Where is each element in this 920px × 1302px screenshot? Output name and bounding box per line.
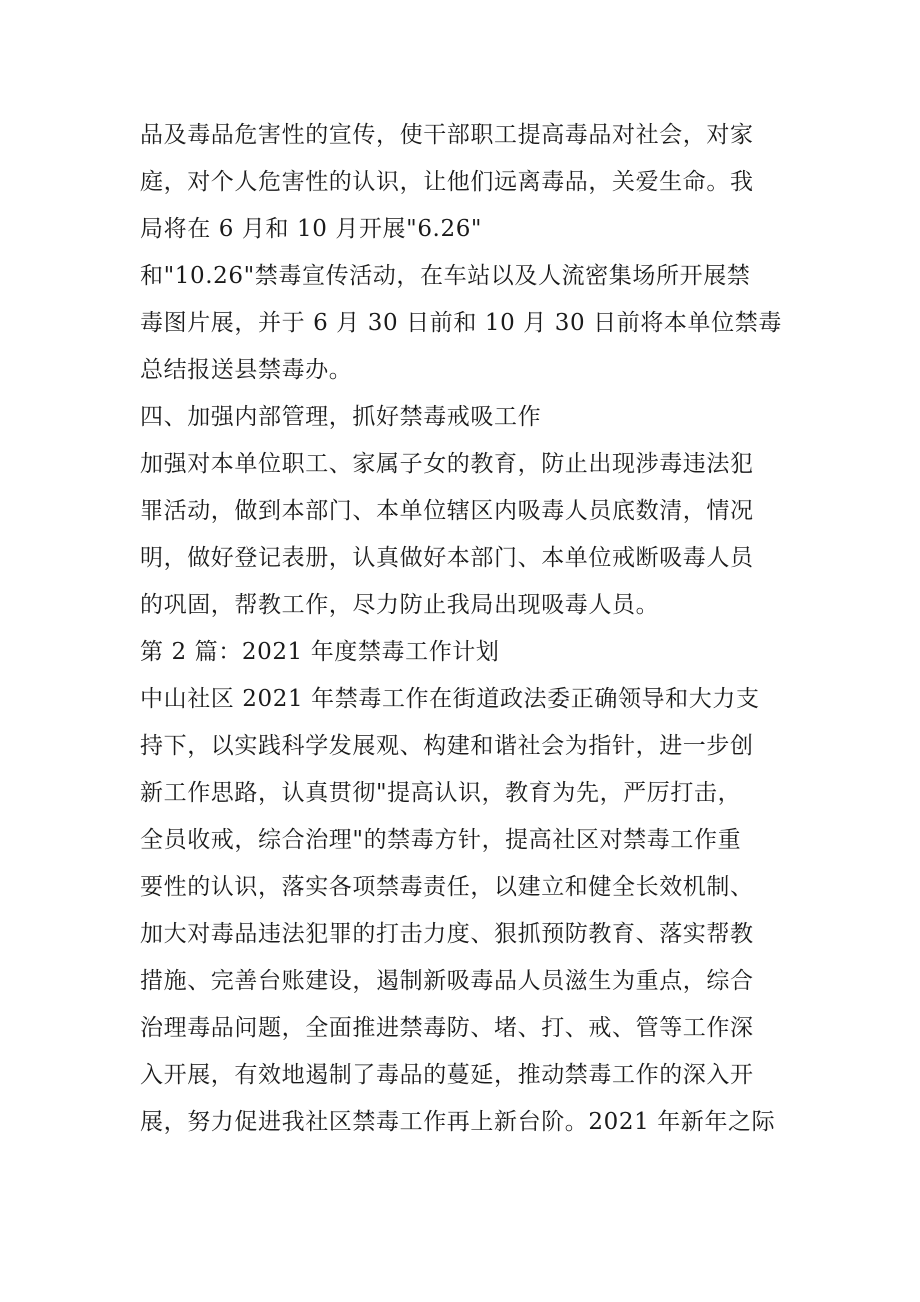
text-line: 入开展，有效地遏制了毒品的蔓延，推动禁毒工作的深入开: [140, 1062, 754, 1088]
text-line: 措施、完善台账建设，遏制新吸毒品人员滋生为重点，综合: [140, 968, 754, 994]
text-line: 局将在 6 月和 10 月开展"6.26": [140, 216, 483, 242]
text-line: 加大对毒品违法犯罪的打击力度、狠抓预防教育、落实帮教: [140, 921, 754, 947]
text-line: 庭，对个人危害性的认识，让他们远离毒品，关爱生命。我: [140, 169, 754, 195]
text-line: 治理毒品问题，全面推进禁毒防、堵、打、戒、管等工作深: [140, 1015, 754, 1041]
text-line: 罪活动，做到本部门、本单位辖区内吸毒人员底数清，情况: [140, 498, 754, 524]
text-line: 持下，以实践科学发展观、构建和谐社会为指针，进一步创: [140, 733, 754, 759]
text-line: 品及毒品危害性的宣传，使干部职工提高毒品对社会，对家: [140, 122, 754, 148]
text-line: 明，做好登记表册，认真做好本部门、本单位戒断吸毒人员: [140, 545, 754, 571]
text-line: 全员收戒，综合治理"的禁毒方针，提高社区对禁毒工作重: [140, 827, 742, 853]
section-heading: 四、加强内部管理，抓好禁毒戒吸工作: [140, 404, 542, 430]
text-line: 要性的认识，落实各项禁毒责任，以建立和健全长效机制、: [140, 874, 754, 900]
text-line: 总结报送县禁毒办。: [140, 357, 353, 383]
text-line: 新工作思路，认真贯彻"提高认识，教育为先，严厉打击，: [140, 780, 742, 806]
text-line: 加强对本单位职工、家属子女的教育，防止出现涉毒违法犯: [140, 451, 754, 477]
document-body: [140, 112, 800, 1146]
text-line: 的巩固，帮教工作，尽力防止我局出现吸毒人员。: [140, 592, 660, 618]
article-title: 第 2 篇：2021 年度禁毒工作计划: [140, 639, 500, 665]
text-line: 毒图片展，并于 6 月 30 日前和 10 月 30 日前将本单位禁毒: [140, 310, 782, 336]
text-line: 和"10.26"禁毒宣传活动，在车站以及人流密集场所开展禁: [140, 263, 751, 289]
text-line: 中山社区 2021 年禁毒工作在街道政法委正确领导和大力支: [140, 686, 760, 712]
text-line: 展，努力促进我社区禁毒工作再上新台阶。2021 年新年之际: [140, 1109, 776, 1135]
